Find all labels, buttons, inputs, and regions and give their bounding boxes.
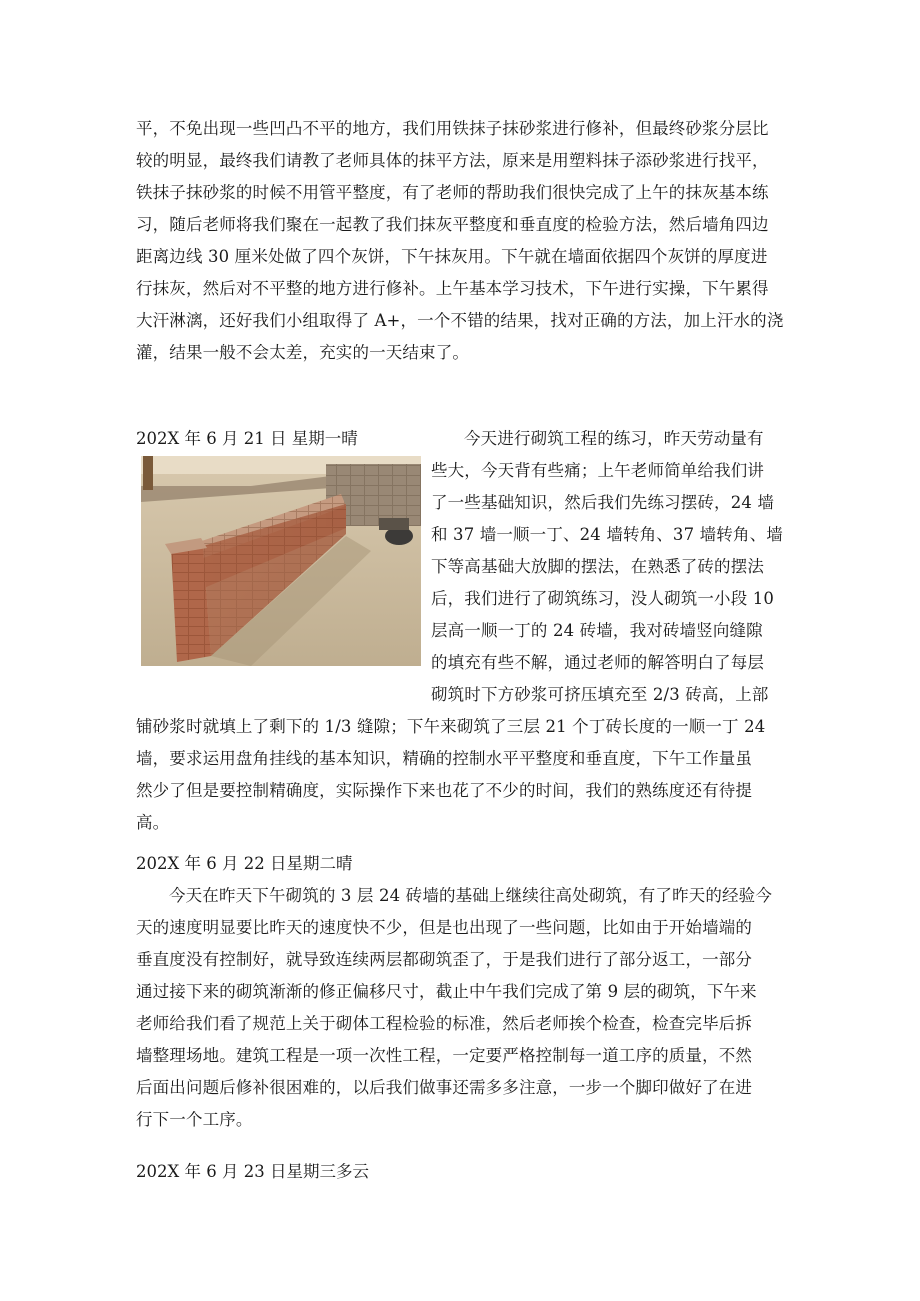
- entry-22-text: [136, 880, 786, 1136]
- entry-21-wrapped-text: [431, 423, 791, 711]
- text-line: 行下一个工序。: [136, 1110, 253, 1129]
- text-line: 大汗淋漓，还好我们小组取得了 A+，一个不错的结果，找对正确的方法，加上汗水的浇: [136, 311, 784, 330]
- entry-date-heading: 202X 年 6 月 23 日星期三多云: [136, 1162, 369, 1181]
- text-line: 然少了但是要控制精确度，实际操作下来也花了不少的时间，我们的熟练度还有待提: [136, 781, 753, 800]
- text-line: 较的明显，最终我们请教了老师具体的抹平方法，原来是用塑料抹子添砂浆进行找平，: [136, 151, 769, 170]
- entry-date-heading: 202X 年 6 月 21 日 星期一晴: [136, 429, 358, 448]
- text-line: 砌筑时下方砂浆可挤压填充至 2/3 砖高，上部: [431, 685, 769, 704]
- text-line: 垂直度没有控制好，就导致连续两层都砌筑歪了，于是我们进行了部分返工，一部分: [136, 950, 753, 969]
- entry-21-full-text: [136, 711, 786, 839]
- text-line: 墙整理场地。建筑工程是一项一次性工程，一定要严格控制每一道工序的质量，不然: [136, 1046, 753, 1065]
- text-line: 今天进行砌筑工程的练习，昨天劳动量有: [464, 429, 764, 448]
- text-line: 铺砂浆时就填上了剩下的 1/3 缝隙；下午来砌筑了三层 21 个丁砖长度的一顺一丁 24: [136, 717, 766, 736]
- text-line: 后，我们进行了砌筑练习，没人砌筑一小段 10: [431, 589, 775, 608]
- text-line: 后面出问题后修补很困难的，以后我们做事还需多多注意，一步一个脚印做好了在进: [136, 1078, 753, 1097]
- text-line: 老师给我们看了规范上关于砌体工程检验的标准，然后老师挨个检查，检查完毕后拆: [136, 1014, 753, 1033]
- entry-date-heading: 202X 年 6 月 22 日星期二晴: [136, 854, 353, 873]
- text-line: 今天在昨天下午砌筑的 3 层 24 砖墙的基础上继续往高处砌筑，有了昨天的经验今: [169, 886, 772, 905]
- text-line: 天的速度明显要比昨天的速度快不少，但是也出现了一些问题，比如由于开始墙端的: [136, 918, 753, 937]
- text-line: 习，随后老师将我们聚在一起教了我们抹灰平整度和垂直度的检验方法，然后墙角四边: [136, 215, 769, 234]
- text-line: 铁抹子抹砂浆的时候不用管平整度，有了老师的帮助我们很快完成了上午的抹灰基本练: [136, 183, 769, 202]
- text-line: 的填充有些不解，通过老师的解答明白了每层: [431, 653, 764, 672]
- text-line: 些大，今天背有些痛；上午老师简单给我们讲: [431, 461, 764, 480]
- text-line: 行抹灰，然后对不平整的地方进行修补。上午基本学习技术，下午进行实操，下午累得: [136, 279, 769, 298]
- brick-wall-photo-illustration: [141, 456, 421, 666]
- text-line: 高。: [136, 813, 170, 832]
- text-line: 灌，结果一般不会太差，充实的一天结束了。: [136, 343, 469, 362]
- brick-wall-photo: [141, 456, 421, 666]
- text-line: 下等高基础大放脚的摆法，在熟悉了砖的摆法: [431, 557, 764, 576]
- text-line: 层高一顺一丁的 24 砖墙，我对砖墙竖向缝隙: [431, 621, 763, 640]
- text-line: 墙，要求运用盘角挂线的基本知识，精确的控制水平平整度和垂直度，下午工作量虽: [136, 749, 753, 768]
- text-line: 通过接下来的砌筑渐渐的修正偏移尺寸，截止中午我们完成了第 9 层的砌筑，下午来: [136, 982, 757, 1001]
- intro-paragraph: [136, 113, 786, 369]
- text-line: 和 37 墙一顺一丁、24 墙转角、37 墙转角、墙: [431, 525, 783, 544]
- text-line: 平，不免出现一些凹凸不平的地方，我们用铁抹子抹砂浆进行修补，但最终砂浆分层比: [136, 119, 769, 138]
- text-line: 距离边线 30 厘米处做了四个灰饼，下午抹灰用。下午就在墙面依据四个灰饼的厚度进: [136, 247, 768, 266]
- text-line: 了一些基础知识，然后我们先练习摆砖，24 墙: [431, 493, 775, 512]
